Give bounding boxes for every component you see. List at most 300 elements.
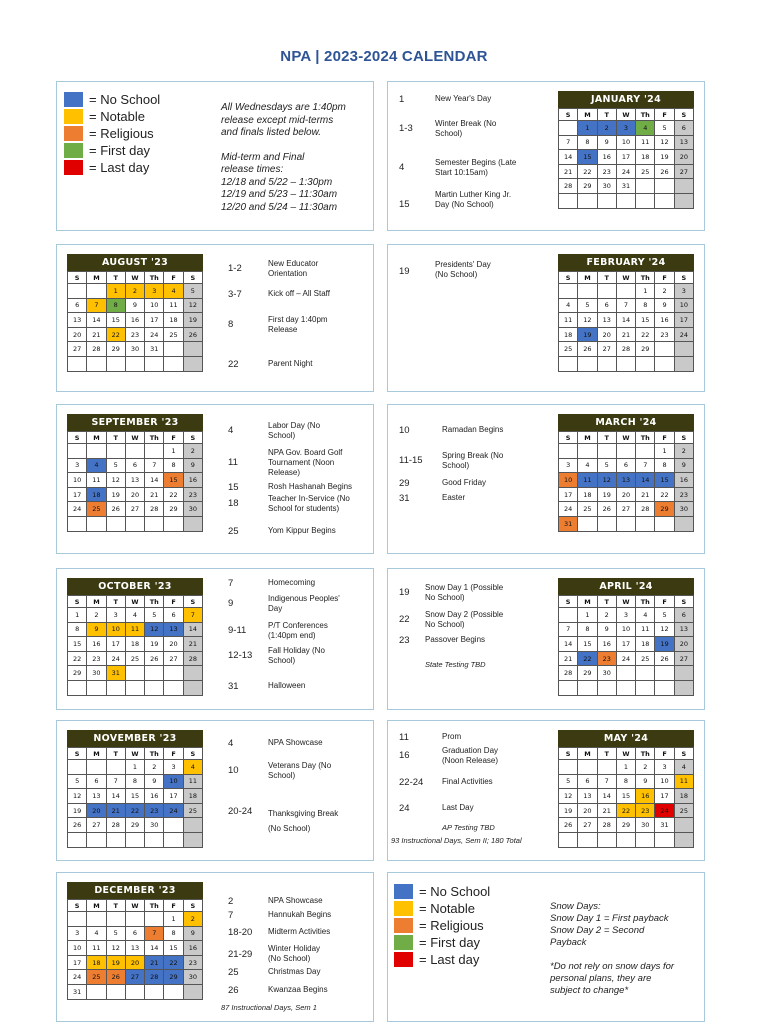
- event: [228, 578, 378, 589]
- event-name: Halloween: [268, 681, 306, 690]
- calendar-day: 26: [655, 651, 674, 666]
- weekday-header-row: [68, 596, 203, 608]
- calendar-day: [616, 284, 635, 299]
- calendar-day: [68, 444, 87, 459]
- event-name: Kwanzaa Begins: [268, 985, 328, 994]
- calendar-week: [68, 680, 203, 695]
- calendar-day: 10: [145, 298, 164, 313]
- calendar-day: 21: [636, 487, 655, 502]
- calendar-day: [106, 760, 125, 775]
- event: [399, 583, 513, 603]
- event-date: 25: [228, 967, 239, 978]
- calendar-day: 3: [559, 458, 578, 473]
- calendar-day: 10: [655, 774, 674, 789]
- calendar-week: [559, 651, 694, 666]
- weekday-header: W: [616, 432, 635, 444]
- calendar-day: [616, 444, 635, 459]
- calendar-day: [559, 680, 578, 695]
- calendar-day: 24: [145, 327, 164, 342]
- legend-item: [64, 91, 160, 108]
- note-line: subject to change*: [550, 985, 629, 996]
- calendar-day: 22: [164, 487, 183, 502]
- calendar-day: [183, 984, 202, 999]
- calendar-day: 23: [655, 327, 674, 342]
- calendar-day: 3: [68, 926, 87, 941]
- calendar-day: 4: [636, 608, 655, 623]
- calendar-day: [578, 832, 597, 847]
- calendar-day: [597, 516, 616, 531]
- calendar-day: 23: [636, 803, 655, 818]
- calendar-day: 21: [145, 487, 164, 502]
- weekday-header: M: [87, 900, 106, 912]
- calendar-day: 24: [655, 803, 674, 818]
- event-date: 11: [228, 457, 238, 468]
- weekday-header: S: [674, 432, 693, 444]
- calendar-day: 12: [145, 622, 164, 637]
- calendar-week: [68, 970, 203, 985]
- weekday-header: T: [106, 272, 125, 284]
- calendar-day: 20: [616, 487, 635, 502]
- calendar-day: [578, 193, 597, 208]
- legend-label: = No School: [419, 884, 491, 899]
- calendar-day: 18: [125, 637, 144, 652]
- weekday-header: M: [87, 272, 106, 284]
- legend-swatch: [64, 143, 83, 158]
- calendar-week: [68, 651, 203, 666]
- calendar-day: 29: [164, 502, 183, 517]
- calendar-day: [145, 516, 164, 531]
- calendar-day: 16: [125, 313, 144, 328]
- event-date: 18: [228, 498, 239, 509]
- calendar-week: [559, 516, 694, 531]
- event: [399, 478, 552, 489]
- weekday-header-row: [68, 748, 203, 760]
- weekday-header: M: [578, 109, 597, 121]
- calendar-august: [67, 254, 203, 372]
- legend-swatch: [394, 935, 413, 950]
- calendar-day: 11: [578, 473, 597, 488]
- calendar-day: 18: [636, 150, 655, 165]
- weekday-header: M: [87, 748, 106, 760]
- calendar-week: [559, 473, 694, 488]
- calendar-day: 3: [164, 760, 183, 775]
- weekday-header: F: [655, 748, 674, 760]
- calendar-day: 3: [616, 121, 635, 136]
- calendar-day: 26: [655, 164, 674, 179]
- calendar-month-title: DECEMBER '23: [67, 882, 203, 899]
- event: [228, 910, 378, 921]
- calendar-day: [655, 356, 674, 371]
- calendar-day: 7: [559, 622, 578, 637]
- calendar-day: 4: [164, 284, 183, 299]
- calendar-day: 18: [578, 487, 597, 502]
- weekday-header-row: [559, 596, 694, 608]
- calendar-day: 14: [559, 637, 578, 652]
- event: [228, 421, 338, 441]
- calendar-day: [68, 912, 87, 927]
- calendar-day: 7: [636, 458, 655, 473]
- event-date: 21-29: [228, 949, 253, 960]
- weekday-header: M: [87, 596, 106, 608]
- weekday-header: T: [106, 596, 125, 608]
- calendar-week: [68, 941, 203, 956]
- sem1-total: 87 Instructional Days, Sem 1: [221, 1003, 317, 1012]
- event-date: 16: [399, 750, 410, 761]
- event-name: Snow Day 2 (Possible No School): [425, 610, 504, 629]
- calendar-day: [125, 912, 144, 927]
- calendar-week: [559, 356, 694, 371]
- calendar-day: 18: [559, 327, 578, 342]
- calendar-day: 30: [597, 179, 616, 194]
- calendar-day: 29: [164, 970, 183, 985]
- calendar-day: [655, 342, 674, 357]
- event: [228, 359, 378, 370]
- calendar-week: [68, 912, 203, 927]
- calendar-day: 8: [68, 622, 87, 637]
- calendar-day: [578, 516, 597, 531]
- calendar-day: 12: [655, 135, 674, 150]
- calendar-day: 28: [636, 502, 655, 517]
- calendar-day: 19: [597, 487, 616, 502]
- calendar-day: [87, 760, 106, 775]
- calendar-day: 8: [636, 298, 655, 313]
- calendar-day: 11: [636, 135, 655, 150]
- calendar-day: [559, 444, 578, 459]
- calendar-day: 20: [578, 803, 597, 818]
- calendar-week: [68, 818, 203, 833]
- calendar-day: 13: [674, 135, 693, 150]
- calendar-day: 10: [68, 473, 87, 488]
- calendar-week: [559, 327, 694, 342]
- weekday-header: M: [578, 432, 597, 444]
- calendar-day: 15: [616, 789, 635, 804]
- legend-swatch: [394, 952, 413, 967]
- event-date: 10: [399, 425, 410, 436]
- calendar-day: [674, 193, 693, 208]
- calendar-day: 17: [559, 487, 578, 502]
- event-date: 4: [228, 738, 234, 749]
- calendar-day: 13: [125, 473, 144, 488]
- calendar-day: 20: [597, 327, 616, 342]
- calendar-day: 9: [674, 458, 693, 473]
- legend-swatch: [64, 126, 83, 141]
- calendar-day: 12: [559, 789, 578, 804]
- calendar-day: 4: [87, 458, 106, 473]
- calendar-week: [68, 284, 203, 299]
- weekday-header: S: [68, 900, 87, 912]
- event-name: Indigenous Peoples' Day: [268, 594, 340, 613]
- weekday-header: S: [183, 272, 202, 284]
- event: [228, 967, 378, 978]
- event: [228, 526, 378, 537]
- weekday-header: F: [164, 900, 183, 912]
- event: [399, 493, 552, 504]
- event-name: First day 1:40pm Release: [268, 315, 328, 334]
- calendar-day: [597, 832, 616, 847]
- calendar-day: [164, 356, 183, 371]
- weekday-header: W: [616, 272, 635, 284]
- event-date: 1: [399, 94, 405, 105]
- calendar-day: 28: [559, 179, 578, 194]
- event-date: 19: [399, 266, 410, 277]
- calendar-day: 28: [616, 342, 635, 357]
- calendar-week: [68, 803, 203, 818]
- event: [228, 944, 330, 964]
- event-date: 31: [399, 493, 410, 504]
- calendar-day: 1: [164, 444, 183, 459]
- calendar-day: 20: [125, 955, 144, 970]
- weekday-header-row: [68, 272, 203, 284]
- calendar-day: 22: [125, 803, 144, 818]
- event: [399, 190, 525, 210]
- event-date: 24: [399, 803, 410, 814]
- legend-item: [64, 142, 160, 159]
- calendar-month-title: NOVEMBER '23: [67, 730, 203, 747]
- calendar-day: 15: [578, 150, 597, 165]
- calendar-grid: [558, 108, 694, 209]
- calendar-day: 12: [106, 473, 125, 488]
- calendar-day: 31: [68, 984, 87, 999]
- calendar-day: 15: [636, 313, 655, 328]
- calendar-day: 9: [183, 458, 202, 473]
- calendar-day: 2: [145, 760, 164, 775]
- calendar-day: 1: [578, 608, 597, 623]
- ap-testing-note: AP Testing TBD: [442, 823, 495, 832]
- weekday-header: S: [68, 432, 87, 444]
- calendar-day: [578, 760, 597, 775]
- event-name: Christmas Day: [268, 967, 321, 976]
- calendar-week: [559, 444, 694, 459]
- calendar-day: 18: [87, 955, 106, 970]
- calendar-day: [597, 760, 616, 775]
- calendar-week: [68, 789, 203, 804]
- calendar-day: 31: [106, 666, 125, 681]
- calendar-day: 25: [164, 327, 183, 342]
- calendar-day: 6: [68, 298, 87, 313]
- weekday-header: F: [655, 432, 674, 444]
- calendar-day: 7: [183, 608, 202, 623]
- calendar-day: [616, 193, 635, 208]
- calendar-day: 13: [164, 622, 183, 637]
- event-date: 9: [228, 598, 234, 609]
- calendar-month-title: MAY '24: [558, 730, 694, 747]
- calendar-day: 20: [125, 487, 144, 502]
- calendar-day: [559, 121, 578, 136]
- calendar-day: 14: [145, 473, 164, 488]
- legend-item: [394, 951, 490, 968]
- note-line: release except mid-terms: [221, 114, 334, 126]
- calendar-day: [655, 832, 674, 847]
- weekday-header: T: [106, 432, 125, 444]
- event: [399, 777, 552, 788]
- calendar-day: 29: [125, 818, 144, 833]
- calendar-week: [559, 832, 694, 847]
- calendar-day: [655, 666, 674, 681]
- calendar-day: 23: [597, 164, 616, 179]
- calendar-day: 6: [597, 298, 616, 313]
- calendar-week: [68, 516, 203, 531]
- calendar-day: 25: [183, 803, 202, 818]
- calendar-day: 26: [597, 502, 616, 517]
- calendar-day: 2: [183, 912, 202, 927]
- legend-label: = Notable: [419, 901, 476, 916]
- weekday-header: S: [559, 596, 578, 608]
- calendar-day: 2: [183, 444, 202, 459]
- calendar-day: 26: [106, 502, 125, 517]
- event-name: Parent Night: [268, 359, 313, 368]
- calendar-day: 11: [674, 774, 693, 789]
- calendar-day: 2: [597, 608, 616, 623]
- calendar-week: [68, 622, 203, 637]
- calendar-day: 20: [674, 637, 693, 652]
- calendar-day: 1: [68, 608, 87, 623]
- calendar-day: 28: [183, 651, 202, 666]
- calendar-day: [636, 832, 655, 847]
- calendar-day: 5: [655, 121, 674, 136]
- calendar-day: 31: [616, 179, 635, 194]
- calendar-day: [145, 984, 164, 999]
- calendar-week: [68, 458, 203, 473]
- calendar-day: [87, 284, 106, 299]
- calendar-day: 15: [68, 637, 87, 652]
- calendar-day: 30: [125, 342, 144, 357]
- legend-item: [64, 108, 160, 125]
- weekday-header: F: [655, 109, 674, 121]
- weekday-header: S: [68, 596, 87, 608]
- calendar-day: 13: [616, 473, 635, 488]
- calendar-day: 27: [674, 164, 693, 179]
- calendar-day: 9: [183, 926, 202, 941]
- calendar-day: 31: [655, 818, 674, 833]
- calendar-day: 16: [597, 150, 616, 165]
- calendar-week: [559, 298, 694, 313]
- calendar-day: [145, 680, 164, 695]
- calendar-day: 10: [616, 135, 635, 150]
- calendar-day: 18: [674, 789, 693, 804]
- calendar-month-title: MARCH '24: [558, 414, 694, 431]
- note-line: Snow Day 1 = First payback: [550, 913, 669, 924]
- calendar-day: 22: [578, 164, 597, 179]
- calendar-day: 4: [636, 121, 655, 136]
- event-name: Prom: [442, 732, 462, 741]
- calendar-week: [559, 313, 694, 328]
- weekday-header: F: [164, 432, 183, 444]
- calendar-day: 7: [106, 774, 125, 789]
- weekday-header: S: [674, 109, 693, 121]
- calendar-grid: [67, 271, 203, 372]
- calendar-day: 4: [183, 760, 202, 775]
- event-name: Fall Holiday (No School): [268, 646, 325, 665]
- event-date: 8: [228, 319, 234, 330]
- calendar-day: [106, 984, 125, 999]
- calendar-grid: [558, 595, 694, 696]
- event-date: 11: [399, 732, 409, 743]
- calendar-day: 3: [68, 458, 87, 473]
- weekday-header: S: [559, 109, 578, 121]
- calendar-day: 28: [87, 342, 106, 357]
- calendar-day: [106, 356, 125, 371]
- calendar-day: [655, 179, 674, 194]
- calendar-day: [183, 680, 202, 695]
- calendar-week: [559, 666, 694, 681]
- calendar-day: 26: [106, 970, 125, 985]
- calendar-day: 25: [87, 970, 106, 985]
- snow-note: [550, 901, 674, 997]
- calendar-day: [106, 516, 125, 531]
- event-name: Semester Begins (Late Start 10:15am): [435, 158, 517, 177]
- calendar-day: [636, 356, 655, 371]
- calendar-day: 7: [616, 298, 635, 313]
- weekday-header: S: [68, 748, 87, 760]
- calendar-day: 12: [597, 473, 616, 488]
- legend-bottom: [394, 883, 490, 968]
- calendar-day: [87, 984, 106, 999]
- calendar-month-title: AUGUST '23: [67, 254, 203, 271]
- event-name: Kick off – All Staff: [268, 289, 330, 298]
- calendar-day: 10: [164, 774, 183, 789]
- calendar-day: 11: [183, 774, 202, 789]
- calendar-day: [578, 356, 597, 371]
- calendar-week: [559, 774, 694, 789]
- calendar-day: 4: [559, 298, 578, 313]
- calendar-day: 6: [125, 458, 144, 473]
- calendar-day: 6: [578, 774, 597, 789]
- note-line: All Wednesdays are 1:40pm: [221, 102, 346, 113]
- calendar-day: 3: [616, 608, 635, 623]
- calendar-day: 2: [655, 284, 674, 299]
- legend-label: = Last day: [419, 952, 480, 967]
- calendar-day: 19: [106, 955, 125, 970]
- calendar-day: 8: [578, 622, 597, 637]
- event-date: 1-3: [399, 123, 413, 134]
- event: [228, 315, 338, 335]
- calendar-day: [68, 832, 87, 847]
- calendar-day: [674, 818, 693, 833]
- note-line: Snow Day 2 = Second: [550, 925, 645, 936]
- calendar-day: 23: [597, 651, 616, 666]
- calendar-day: 5: [655, 608, 674, 623]
- calendar-day: 27: [578, 818, 597, 833]
- calendar-day: [597, 444, 616, 459]
- calendar-day: 1: [578, 121, 597, 136]
- event-name: Winter Break (No School): [435, 119, 497, 138]
- calendar-day: 23: [183, 487, 202, 502]
- event-date: 15: [399, 199, 410, 210]
- calendar-day: 15: [164, 941, 183, 956]
- calendar-february: [558, 254, 694, 372]
- calendar-january: [558, 91, 694, 209]
- weekday-header-row: [559, 272, 694, 284]
- calendar-day: [125, 984, 144, 999]
- calendar-day: 24: [616, 651, 635, 666]
- calendar-week: [68, 444, 203, 459]
- event-name: Labor Day (No School): [268, 421, 321, 440]
- calendar-day: 25: [559, 342, 578, 357]
- calendar-day: [674, 680, 693, 695]
- calendar-day: 20: [87, 803, 106, 818]
- calendar-day: 13: [68, 313, 87, 328]
- weekday-header-row: [68, 900, 203, 912]
- calendar-september: [67, 414, 203, 532]
- event-date: 3-7: [228, 289, 242, 300]
- calendar-week: [68, 502, 203, 517]
- calendar-day: [616, 680, 635, 695]
- calendar-day: [674, 832, 693, 847]
- calendar-day: [674, 666, 693, 681]
- calendar-day: [183, 516, 202, 531]
- calendar-day: 19: [655, 150, 674, 165]
- calendar-day: [578, 284, 597, 299]
